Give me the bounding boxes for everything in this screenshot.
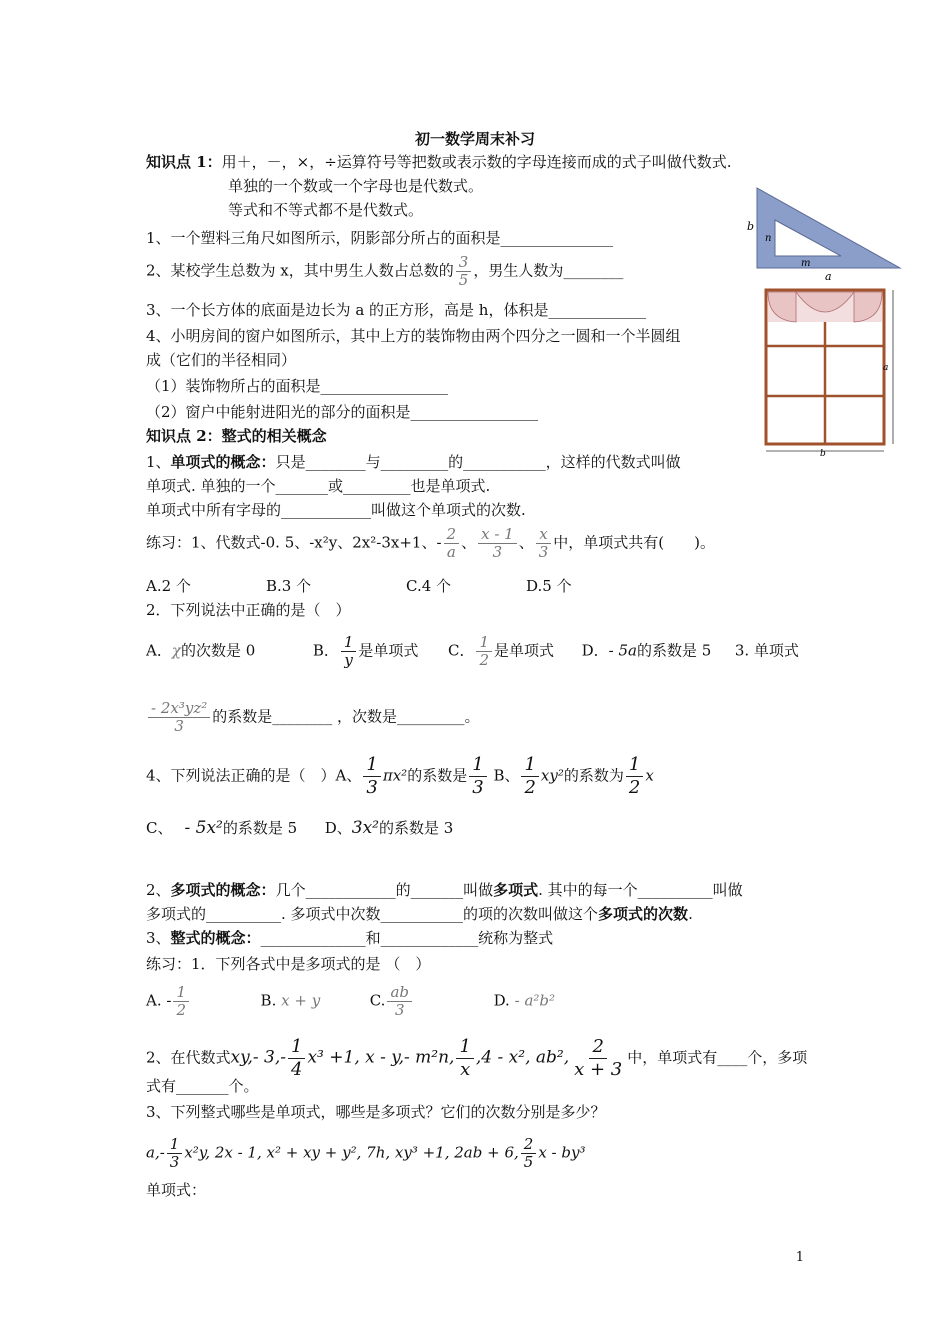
k2-s3: 3、整式的概念：______________和_____________统称为整式 xyxy=(146,929,554,947)
practice-1: 练习：1、代数式-0. 5、-x²y、2x²-3x+1、- $\frac{2}{a}$ 、 $\frac{x - 1}{3}$ 、 $\frac{x}{3}$ 中，单项式共有( )。 xyxy=(146,525,715,561)
page-title: 初一数学周末补习 xyxy=(414,130,535,148)
practice-4-cd: C、 - 5x²的系数是 5 D、3x²的系数是 3 xyxy=(146,818,454,838)
exercise-3: 3、下列整式哪些是单项式，哪些是多项式？它们的次数分别是多少？ xyxy=(146,1103,606,1121)
k1-q2: 2、某校学生总数为 x，其中男生人数占总数的 $\frac{3}{5}$ ，男生人数为________ xyxy=(146,253,624,289)
k1-line3: 等式和不等式都不是代数式。 xyxy=(228,201,424,219)
window-figure xyxy=(762,286,902,456)
k1-line2: 单独的一个数或一个字母也是代数式。 xyxy=(228,177,484,195)
k2-s2: 2、多项式的概念：几个____________的_______叫做多项式. 其中的每一个__________叫做 xyxy=(146,881,743,899)
fraction-1-2: $\frac{1}{2}$ xyxy=(476,634,492,669)
k2-s1d: 单项式. 单独的一个_______或_________也是单项式. xyxy=(146,477,491,495)
fig2-label-a: a xyxy=(883,363,889,373)
fraction-2-a: $\frac{2}{a}$ xyxy=(444,526,460,561)
k1-q4b: 成（它们的半径相同） xyxy=(146,351,297,369)
fraction-3-5: $\frac{3}{5}$ xyxy=(456,254,472,289)
exercise-3-monomials: 单项式： xyxy=(146,1181,207,1199)
k1-q4c: （1）装饰物所占的面积是_________________ xyxy=(146,377,449,395)
k1-heading: 知识点 1： xyxy=(146,153,222,171)
k1-q1: 1、一个塑料三角尺如图所示，阴影部分所占的面积是_______________ xyxy=(146,229,614,247)
k2-s2f: 多项式的__________. 多项式中次数___________的项的次数叫做这个多项式的次数. xyxy=(146,905,693,923)
k1-text: 用＋，－，×，÷运算符号等把数或表示数的字母连接而成的式子叫做代数式. xyxy=(221,153,732,171)
practice-1-options xyxy=(146,576,572,596)
k1-line xyxy=(146,152,732,172)
exercise-2: 2、在代数式xy,- 3,- $\frac{1}{4}$ x³ +1, x - y,- m²n, $\frac{1}{x}$ ,4 - x², ab², $\frac{2}{x + 3}$ 中，单项式有____个，多项 xyxy=(146,1036,808,1080)
exercise-1-options: A. - $\frac{1}{2}$ B. x + y C. $\frac{ab}{3}$ D. - a²b² xyxy=(146,983,556,1019)
practice-3: $\frac{\text{- 2x³yz²}}{3}$ 的系数是________ ，次数是_________。 xyxy=(146,700,480,735)
option-c: C.4 个 xyxy=(406,577,452,595)
fraction-1-y: $\frac{1}{y}$ xyxy=(341,634,357,669)
k2-heading: 知识点 2：整式的相关概念 xyxy=(146,427,327,445)
fig2-label-b: b xyxy=(820,449,826,456)
k2-s1: 1、单项式的概念：只是________与_________的___________，这样的代数式叫做 xyxy=(146,453,681,471)
option-d: D.5 个 xyxy=(526,577,572,595)
fig1-label-m: m xyxy=(801,258,811,269)
practice-2: 2．下列说法中正确的是（ ） xyxy=(146,601,351,619)
option-a: A.2 个 xyxy=(146,577,191,595)
fraction-x-1-3: $\frac{x - 1}{3}$ xyxy=(478,526,517,561)
fig1-label-b: b xyxy=(747,220,755,233)
k1-q4d: （2）窗户中能射进阳光的部分的面积是_________________ xyxy=(146,403,539,421)
fraction-1-2-b: $\frac{1}{2}$ xyxy=(521,754,538,799)
fig1-label-n: n xyxy=(765,233,772,244)
practice-4: 4、下列说法正确的是（ ）A、 $\frac{1}{3}$ πx²的系数是 $\frac{1}{3}$ B、 $\frac{1}{2}$ xy²的系数为 $\frac{1}{2}$ x xyxy=(146,754,654,798)
exercise-3-list: a,- $\frac{1}{3}$ x²y, 2x - 1, x² + xy + y², 7h, xy³ +1, 2ab + 6, $\frac{2}{5}$ x - by³ xyxy=(146,1135,586,1171)
fraction-1-3: $\frac{1}{3}$ xyxy=(363,754,380,799)
fraction-x-3: $\frac{x}{3}$ xyxy=(536,526,552,561)
option-b: B.3 个 xyxy=(266,577,312,595)
page-number: 1 xyxy=(795,1250,804,1265)
exercise-1: 练习：1．下列各式中是多项式的是 （ ） xyxy=(146,955,431,973)
triangle-ruler-figure xyxy=(745,186,905,281)
practice-2-options: A．χ的次数是 0 B． $\frac{1}{y}$ 是单项式 C． $\frac{1}{2}$ 是单项式 D．- 5a的系数是 5 3. 单项式 xyxy=(146,633,799,669)
exercise-2b: 式有_______个。 xyxy=(146,1077,259,1095)
k1-q3: 3、一个长方体的底面是边长为 a 的正方形，高是 h，体积是_____________ xyxy=(146,301,646,319)
k2-s1e: 单项式中所有字母的____________叫做这个单项式的次数. xyxy=(146,501,526,519)
fraction-2x3yz2-3: $\frac{\text{- 2x³yz²}}{3}$ xyxy=(148,700,210,735)
fig1-label-a: a xyxy=(825,270,832,281)
k1-q4a: 4、小明房间的窗户如图所示，其中上方的装饰物由两个四分之一圆和一个半圆组 xyxy=(146,327,681,345)
